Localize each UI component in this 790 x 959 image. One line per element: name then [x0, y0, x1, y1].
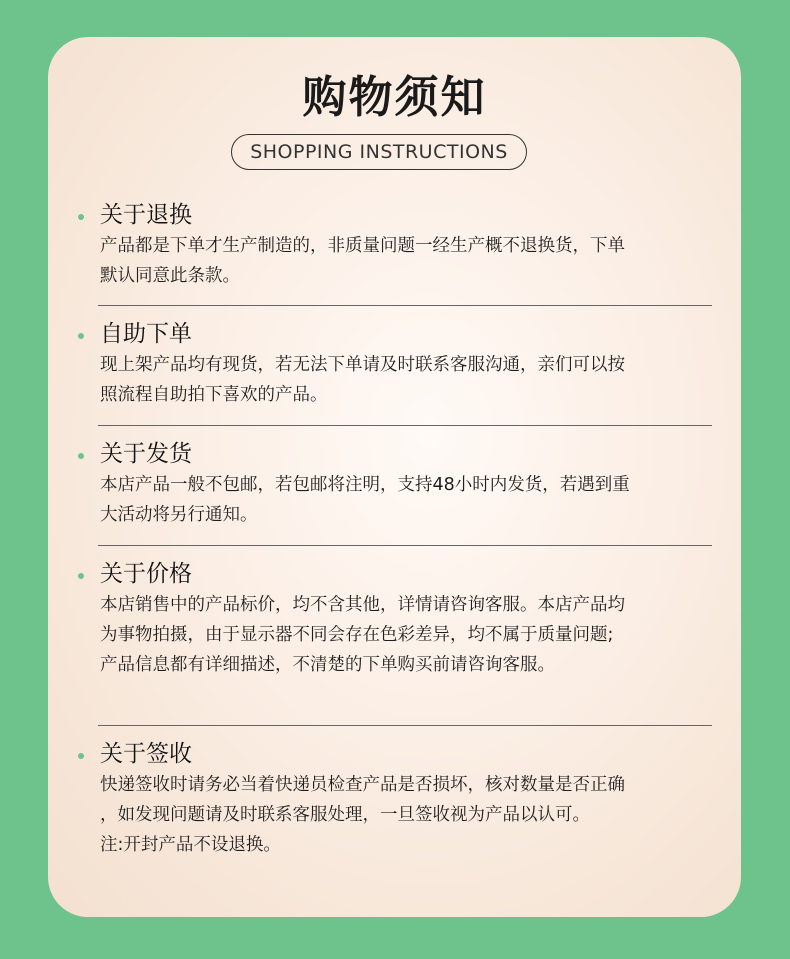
divider: [98, 425, 712, 426]
body-line: ，如发现问题请及时联系客服处理，一旦签收视为产品以认可。: [100, 805, 590, 825]
body-line: 产品都是下单才生产制造的，非质量问题一经生产概不退换货，下单: [100, 236, 625, 256]
body-line: 现上架产品均有现货，若无法下单请及时联系客服沟通，亲们可以按: [100, 355, 625, 375]
bullet-icon: [78, 453, 84, 459]
body-line: 大活动将另行通知。: [100, 505, 258, 525]
instructions-card: [48, 37, 741, 917]
divider: [98, 725, 712, 726]
section-body: [100, 470, 710, 530]
body-line: 快递签收时请务必当着快递员检查产品是否损坏，核对数量是否正确: [100, 775, 625, 795]
divider: [98, 305, 712, 306]
body-line: 默认同意此条款。: [100, 266, 240, 286]
section-body: [100, 590, 710, 680]
body-line: 注:开封产品不设退换。: [100, 835, 281, 855]
body-line: 照流程自助拍下喜欢的产品。: [100, 385, 328, 405]
section-body: [100, 231, 710, 291]
section-body: [100, 770, 710, 860]
divider: [98, 545, 712, 546]
body-line: 本店销售中的产品标价，均不含其他，详情请咨询客服。本店产品均: [100, 595, 625, 615]
section-heading: 关于签收: [100, 741, 192, 767]
section-body: [100, 350, 710, 410]
section-heading: 关于退换: [100, 202, 192, 228]
section-heading: 自助下单: [100, 321, 192, 347]
bullet-icon: [78, 753, 84, 759]
page-title: 购物须知: [302, 72, 487, 123]
bullet-icon: [78, 214, 84, 220]
body-line: 产品信息都有详细描述，不清楚的下单购买前请咨询客服。: [100, 655, 555, 675]
section-heading: 关于价格: [100, 561, 192, 587]
body-line: 本店产品一般不包邮，若包邮将注明，支持48小时内发货，若遇到重: [100, 475, 630, 495]
subtitle-badge: SHOPPING INSTRUCTIONS: [231, 134, 527, 170]
bullet-icon: [78, 333, 84, 339]
body-line: 为事物拍摄，由于显示器不同会存在色彩差异，均不属于质量问题;: [100, 625, 614, 645]
section-heading: 关于发货: [100, 441, 192, 467]
bullet-icon: [78, 573, 84, 579]
